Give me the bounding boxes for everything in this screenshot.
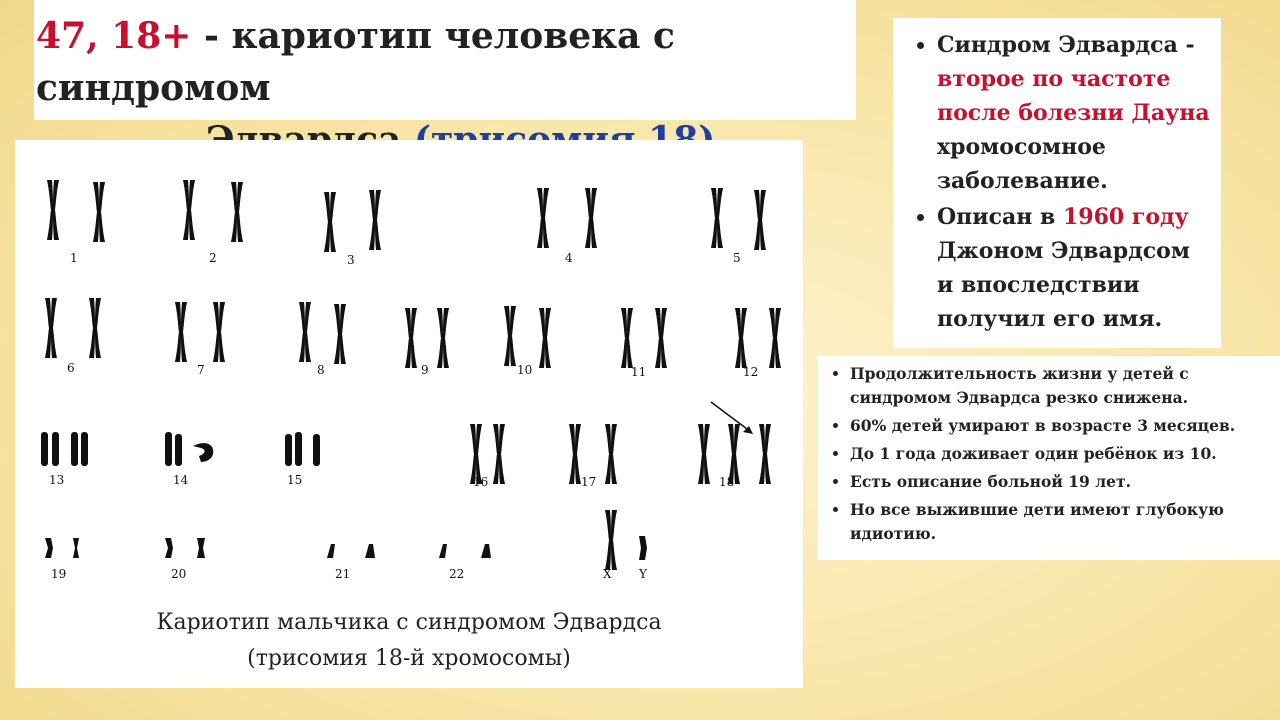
- chromosome-pair-13: [41, 432, 88, 487]
- page-title: 47, 18+ - кариотип человека с синдромом: [34, 10, 856, 166]
- svg-text:4: 4: [565, 251, 573, 265]
- svg-text:21: 21: [335, 567, 351, 581]
- svg-text:20: 20: [171, 567, 187, 581]
- svg-text:11: 11: [631, 365, 647, 379]
- svg-text:15: 15: [287, 473, 303, 487]
- chromosome-pair-6: [45, 298, 101, 375]
- svg-text:22: 22: [449, 567, 465, 581]
- svg-text:13: 13: [49, 473, 65, 487]
- svg-text:2: 2: [209, 251, 217, 265]
- karyotype-figure: [15, 140, 803, 688]
- chromosome-pair-1: [47, 180, 105, 265]
- svg-text:X: X: [603, 567, 612, 581]
- svg-text:17: 17: [581, 475, 597, 489]
- chromosome-pair-9: [405, 308, 449, 377]
- chromosome-pair-15: [285, 432, 320, 487]
- svg-text:16: 16: [473, 475, 489, 489]
- title-panel: [34, 0, 856, 120]
- chromosome-pair-17: [569, 424, 617, 489]
- chromosome-pair-7: [175, 302, 225, 377]
- chromosome-pair-8: [299, 302, 346, 377]
- list-item: • Но все выжившие дети имеют глубокую идиотию.: [850, 498, 1274, 546]
- chromosome-pair-12: [735, 308, 781, 379]
- svg-text:18: 18: [719, 475, 735, 489]
- chromosome-pair-21: [327, 544, 375, 581]
- list-item: • Есть описание больной 19 лет.: [850, 470, 1274, 494]
- list-item: • До 1 года доживает один ребёнок из 10.: [850, 442, 1274, 466]
- chromosome-pair-22: [439, 544, 491, 581]
- svg-text:12: 12: [743, 365, 759, 379]
- list-item: • Продолжительность жизни у детей с синдромом Эдвардса резко снижена.: [850, 362, 1274, 410]
- info-list: [893, 18, 1221, 336]
- list-item: • 60% детей умирают в возрасте 3 месяцев.: [850, 414, 1274, 438]
- facts-list: [818, 356, 1280, 546]
- svg-text:14: 14: [173, 473, 189, 487]
- svg-text:3: 3: [347, 253, 355, 267]
- chromosome-pair-4: [537, 188, 597, 265]
- title-karyotype-formula: 47, 18+: [36, 15, 192, 57]
- chromosome-pair-5: [711, 188, 766, 265]
- chromosome-pair-10: [504, 306, 551, 377]
- karyotype-caption: Кариотип мальчика с синдромом Эдвардса: [156, 610, 662, 635]
- chromosome-pair-19: [45, 538, 79, 581]
- info-item-prevalence: • Синдром Эдвардса - второе по частоте после болезни Дауна хромосомное заболевание.: [937, 28, 1213, 198]
- info-panel: [893, 18, 1221, 348]
- facts-panel: [818, 356, 1280, 560]
- svg-text:6: 6: [67, 361, 75, 375]
- info-item-discovery: • Описан в 1960 году Джоном Эдвардсом и впоследствии получил его имя.: [937, 200, 1213, 336]
- svg-text:Y: Y: [639, 567, 647, 581]
- svg-text:19: 19: [51, 567, 67, 581]
- svg-text:1: 1: [70, 251, 78, 265]
- karyotype-diagram: [15, 140, 803, 688]
- svg-text:5: 5: [733, 251, 741, 265]
- chromosome-trisomy-18: [698, 402, 771, 489]
- chromosome-pair-16: [470, 424, 505, 489]
- svg-text:8: 8: [317, 363, 325, 377]
- chromosome-pair-3: [324, 190, 381, 267]
- chromosome-pair-2: [183, 180, 243, 265]
- sex-chromosomes-xy: [603, 510, 648, 581]
- karyotype-caption-subtitle: (трисомия 18-й хромосомы): [247, 646, 571, 671]
- svg-text:10: 10: [517, 363, 533, 377]
- svg-text:9: 9: [421, 363, 429, 377]
- chromosome-pair-20: [165, 538, 205, 581]
- chromosome-pair-14: [165, 432, 213, 487]
- title-main: кариотип человека с синдромом: [36, 15, 675, 109]
- svg-text:7: 7: [197, 363, 205, 377]
- chromosome-pair-11: [621, 308, 667, 379]
